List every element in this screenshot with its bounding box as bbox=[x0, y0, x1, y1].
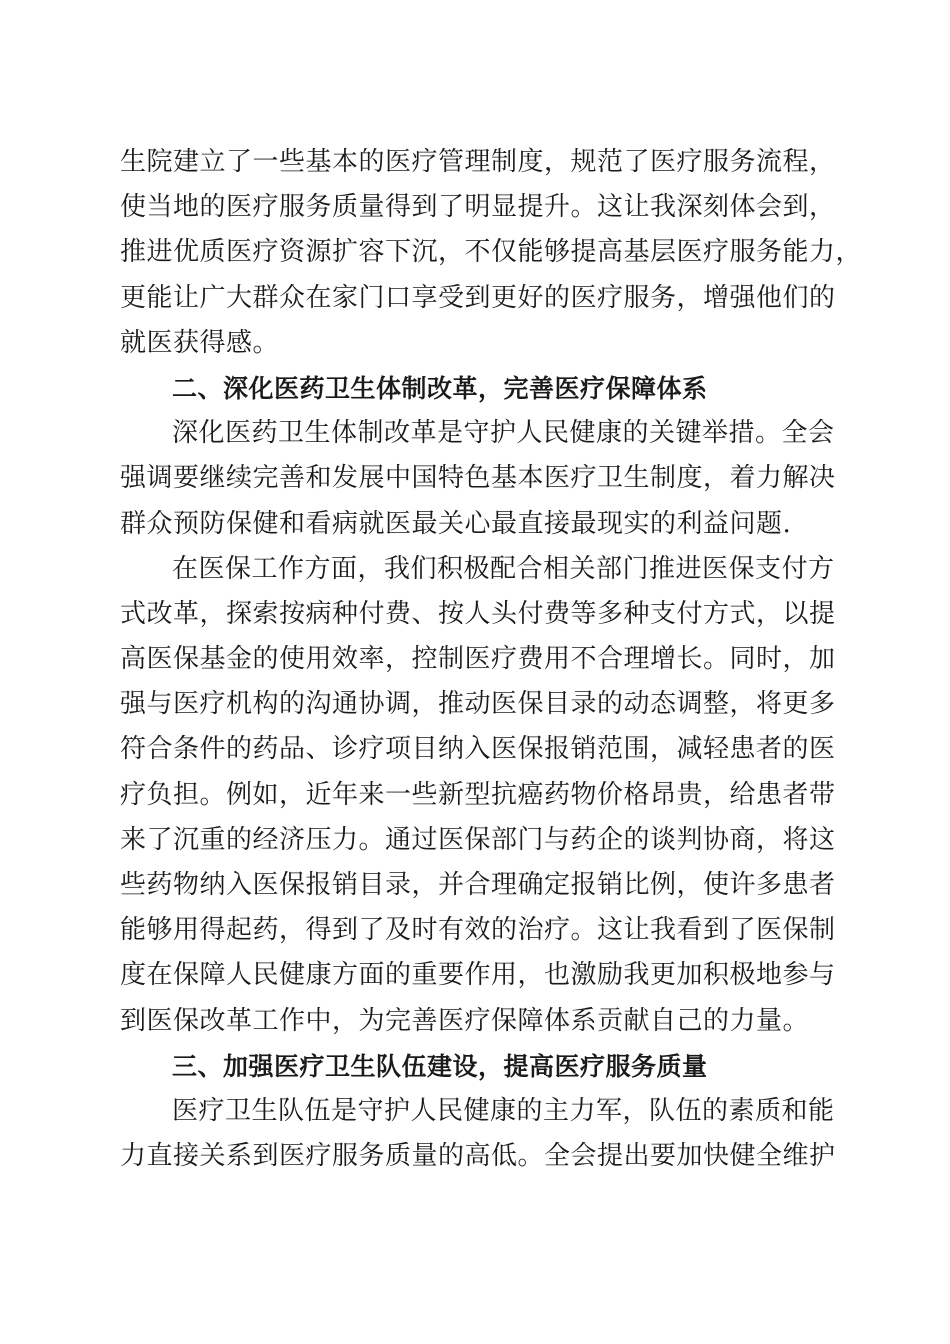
paragraph-line: 强调要继续完善和发展中国特色基本医疗卫生制度，着力解决 bbox=[120, 463, 836, 494]
paragraph-line: 生院建立了一些基本的医疗管理制度，规范了医疗服务流程， bbox=[120, 147, 836, 177]
document-page bbox=[120, 140, 863, 1179]
paragraph-line: 能够用得起药，得到了及时有效的治疗。这让我看到了医保制 bbox=[120, 915, 836, 946]
paragraph-line: 来了沉重的经济压力。通过医保部门与药企的谈判协商，将这 bbox=[120, 824, 836, 855]
paragraph-line: 些药物纳入医保报销目录，并合理确定报销比例，使许多患者 bbox=[120, 870, 836, 900]
paragraph-line: 就医获得感。 bbox=[120, 327, 280, 358]
section-heading: 三、加强医疗卫生队伍建设，提高医疗服务质量 bbox=[172, 1051, 708, 1081]
paragraph-line: 强与医疗机构的沟通协调，推动医保目录的动态调整，将更多 bbox=[120, 689, 836, 720]
paragraph-line: 疗负担。例如，近年来一些新型抗癌药物价格昂贵，给患者带 bbox=[120, 779, 836, 810]
paragraph-line: 在医保工作方面，我们积极配合相关部门推进医保支付方 bbox=[172, 553, 835, 584]
paragraph-line: 更能让广大群众在家门口享受到更好的医疗服务，增强他们的 bbox=[120, 282, 836, 313]
paragraph-line: 深化医药卫生体制改革是守护人民健康的关键举措。全会 bbox=[172, 418, 835, 449]
paragraph-line: 式改革，探索按病种付费、按人头付费等多种支付方式，以提 bbox=[120, 598, 836, 629]
section-heading: 二、深化医药卫生体制改革，完善医疗保障体系 bbox=[172, 373, 708, 403]
paragraph-line: 使当地的医疗服务质量得到了明显提升。这让我深刻体会到， bbox=[120, 192, 836, 223]
paragraph-line: 群众预防保健和看病就医最关心最直接最现实的利益问题. bbox=[120, 508, 792, 539]
paragraph-line: 力直接关系到医疗服务质量的高低。全会提出要加快健全维护 bbox=[120, 1141, 836, 1172]
paragraph-line: 到医保改革工作中，为完善医疗保障体系贡献自己的力量。 bbox=[120, 1005, 810, 1036]
paragraph-line: 医疗卫生队伍是守护人民健康的主力军，队伍的素质和能 bbox=[172, 1095, 835, 1126]
paragraph-line: 高医保基金的使用效率，控制医疗费用不合理增长。同时，加 bbox=[120, 644, 836, 675]
paragraph-line: 推进优质医疗资源扩容下沉，不仅能够提高基层医疗服务能力， bbox=[120, 237, 863, 268]
paragraph-line: 符合条件的药品、诊疗项目纳入医保报销范围，减轻患者的医 bbox=[120, 734, 836, 765]
paragraph-line: 度在保障人民健康方面的重要作用，也激励我更加积极地参与 bbox=[120, 960, 836, 991]
